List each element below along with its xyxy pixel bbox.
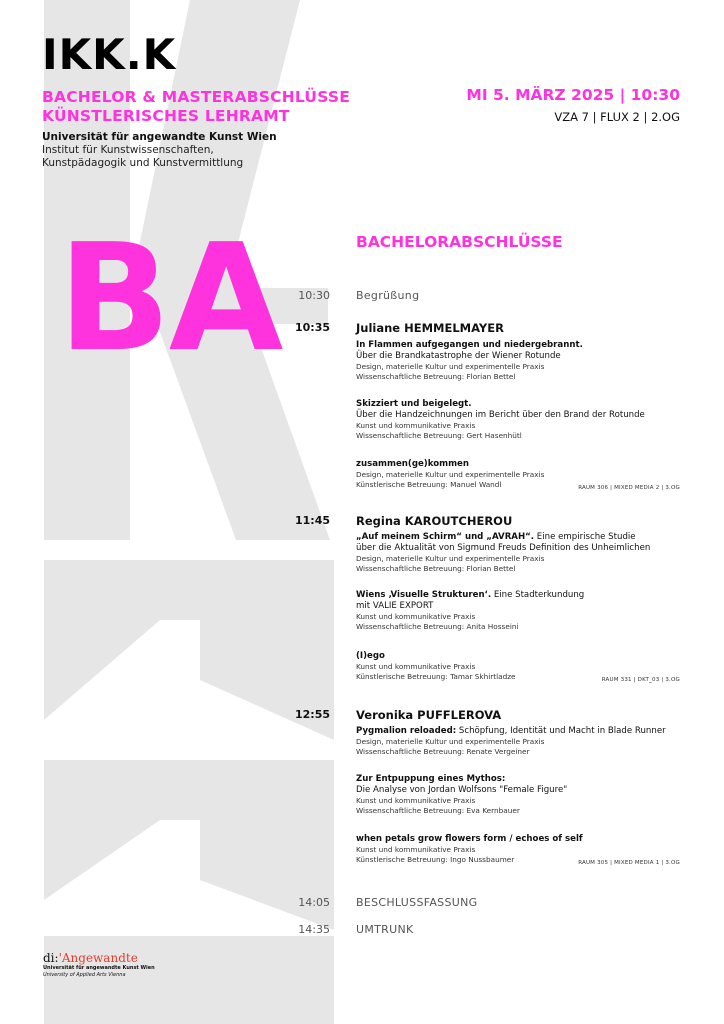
work-supervisor: Künstlerische Betreuung: Tamar Skhirtladze (356, 672, 516, 681)
work-title-rest: Eine Stadterkundung (491, 590, 585, 600)
work-title-rest: Schöpfung, Identität und Macht in Blade Runner (456, 726, 666, 736)
work-title: Skizziert und beigelegt. (356, 399, 472, 409)
event-date: MI 5. MÄRZ 2025 | 10:30 (466, 86, 680, 104)
work-title: Zur Entpuppung eines Mythos: (356, 774, 506, 784)
work-entry (356, 726, 686, 757)
program-subtitle (42, 88, 350, 126)
work-field: Kunst und kommunikative Praxis (356, 845, 476, 854)
work-entry (356, 774, 686, 816)
work-field: Kunst und kommunikative Praxis (356, 796, 476, 805)
university-logo (43, 951, 155, 979)
work-supervisor: Wissenschaftliche Betreuung: Eva Kernbauer (356, 806, 520, 815)
time-resolution: 14:05 (298, 896, 330, 909)
time-welcome: 10:30 (298, 289, 330, 302)
presenter-name: Veronika PUFFLEROVA (356, 708, 502, 722)
work-title: Pygmalion reloaded: (356, 726, 457, 736)
time-presenter-2: 11:45 (294, 514, 330, 527)
room-info: RAUM 305 | MIXED MEDIA 1 | 3.OG (578, 860, 680, 866)
time-drinks: 14:35 (298, 923, 330, 936)
work-title: when petals grow flowers form / echoes of self (356, 834, 583, 844)
work-subtitle: über die Aktualität von Sigmund Freuds Definition des Unheimlichen (356, 543, 651, 553)
work-field: Design, materielle Kultur und experimentelle Praxis (356, 362, 545, 371)
work-supervisor: Wissenschaftliche Betreuung: Renate Vergeiner (356, 747, 530, 756)
time-presenter-3: 12:55 (294, 708, 330, 721)
room-info: RAUM 306 | MIXED MEDIA 2 | 3.OG (578, 485, 680, 491)
logo-prefix: di: (43, 951, 59, 965)
work-title: „Auf meinem Schirm“ und „AVRAH“. (356, 532, 535, 542)
work-title-rest: Eine empirische Studie (534, 532, 636, 542)
room-info: RAUM 331 | DKT_03 | 3.OG (601, 677, 680, 683)
work-field: Design, materielle Kultur und experimentelle Praxis (356, 737, 545, 746)
logo-line-de: Universität für angewandte Kunst Wien (43, 965, 155, 971)
work-title: Wiens ‚Visuelle Strukturen‘. (356, 590, 492, 600)
work-supervisor: Wissenschaftliche Betreuung: Anita Hosseini (356, 622, 519, 631)
program-title: IKK.K (42, 30, 177, 79)
subtitle-line: KÜNSTLERISCHES LEHRAMT (42, 107, 290, 125)
presenter-name: Juliane HEMMELMAYER (356, 321, 504, 335)
work-field: Design, materielle Kultur und experimentelle Praxis (356, 470, 545, 479)
institute-line: Institut für Kunstwissenschaften, (42, 144, 214, 156)
work-entry (356, 532, 686, 574)
event-venue: VZA 7 | FLUX 2 | 2.OG (554, 110, 680, 124)
work-subtitle: mit VALIE EXPORT (356, 601, 434, 611)
work-subtitle: Über die Handzeichnungen im Bericht über den Brand der Rotunde (356, 410, 645, 420)
work-entry (356, 399, 686, 441)
work-field: Design, materielle Kultur und experimentelle Praxis (356, 554, 545, 563)
work-subtitle: Die Analyse von Jordan Wolfsons "Female Figure" (356, 785, 568, 795)
work-entry (356, 590, 686, 632)
logo-name: 'Angewandte (58, 951, 138, 965)
work-title: (I)ego (356, 651, 385, 661)
work-supervisor: Wissenschaftliche Betreuung: Gert Hasenhütl (356, 431, 522, 440)
presenter-name: Regina KAROUTCHEROU (356, 514, 513, 528)
work-field: Kunst und kommunikative Praxis (356, 612, 476, 621)
time-presenter-1: 10:35 (294, 321, 330, 334)
work-supervisor: Wissenschaftliche Betreuung: Florian Bettel (356, 564, 516, 573)
work-title: In Flammen aufgegangen und niedergebrannt. (356, 340, 583, 350)
work-supervisor: Künstlerische Betreuung: Manuel Wandl (356, 480, 502, 489)
welcome-label: Begrüßung (356, 289, 420, 302)
big-ba-letters: BA (58, 212, 282, 384)
institution-block (42, 131, 277, 170)
subtitle-line: BACHELOR & MASTERABSCHLÜSSE (42, 88, 351, 106)
section-title: BACHELORABSCHLÜSSE (356, 233, 563, 251)
resolution-label: BESCHLUSSFASSUNG (356, 896, 478, 909)
work-subtitle: Über die Brandkatastrophe der Wiener Rotunde (356, 351, 561, 361)
work-supervisor: Wissenschaftliche Betreuung: Florian Bettel (356, 372, 516, 381)
institute-line: Kunstpädagogik und Kunstvermittlung (42, 157, 244, 169)
logo-line-en: University of Applied Arts Vienna (43, 972, 126, 978)
logo-wordmark (43, 951, 155, 965)
university-name: Universität für angewandte Kunst Wien (42, 131, 277, 143)
work-supervisor: Künstlerische Betreuung: Ingo Nussbaumer (356, 855, 515, 864)
work-entry (356, 340, 686, 382)
work-field: Kunst und kommunikative Praxis (356, 421, 476, 430)
work-field: Kunst und kommunikative Praxis (356, 662, 476, 671)
drinks-label: UMTRUNK (356, 923, 414, 936)
work-title: zusammen(ge)kommen (356, 459, 469, 469)
